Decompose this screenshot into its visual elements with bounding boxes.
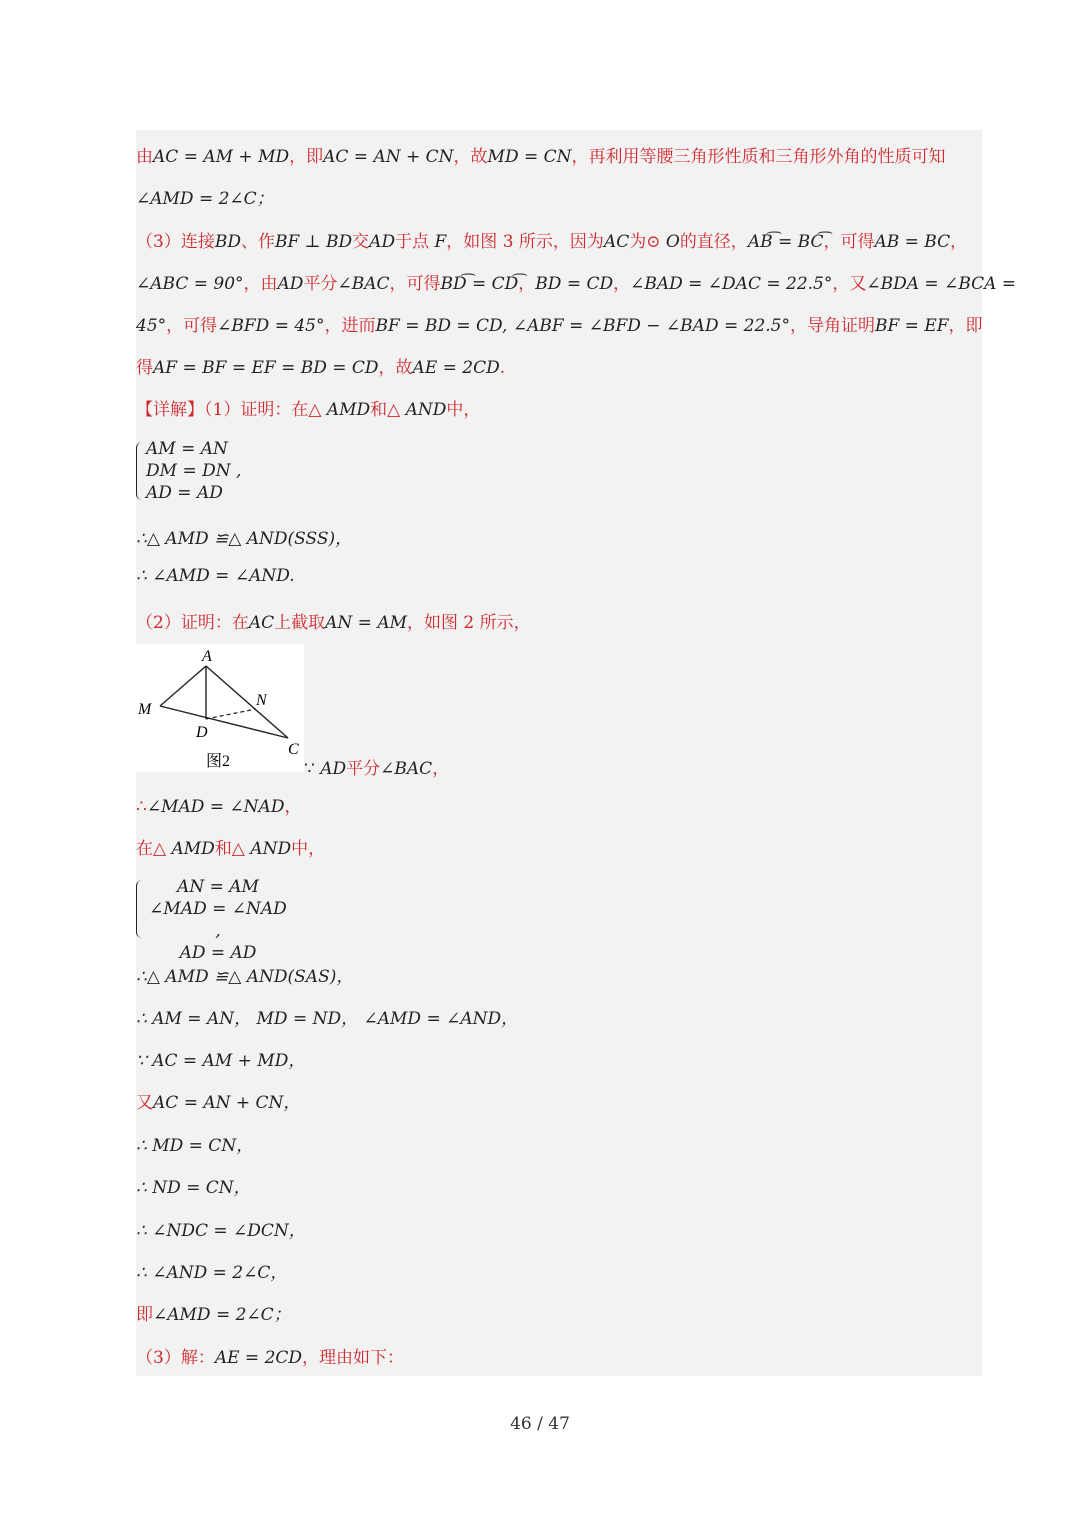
text-segment: ∴ ∠NDC = ∠DCN， bbox=[136, 1221, 306, 1241]
text-line bbox=[136, 1343, 404, 1368]
text-segment: 中， bbox=[446, 400, 481, 420]
text-segment: ∠BAC bbox=[380, 759, 433, 779]
text-segment: ，又 bbox=[832, 274, 867, 294]
text-line bbox=[136, 1173, 251, 1198]
text-line bbox=[136, 1004, 518, 1029]
text-line bbox=[136, 1131, 253, 1156]
text-segment: BD͡ = CD͡ bbox=[440, 274, 519, 294]
text-line bbox=[136, 142, 946, 167]
label-D: D bbox=[196, 724, 208, 741]
text-segment: ，即 bbox=[948, 316, 983, 336]
text-segment: ∴ ∠AND = 2∠C， bbox=[136, 1263, 288, 1283]
text-segment: （2）证明：在 bbox=[136, 613, 249, 633]
text-segment: ∴ ∠AMD = ∠AND. bbox=[136, 566, 295, 586]
text-segment: ∴ MD = CN， bbox=[136, 1136, 254, 1156]
text-segment: 在△ bbox=[136, 839, 172, 859]
equation-system-1 bbox=[146, 438, 241, 504]
text-line bbox=[136, 608, 531, 633]
text-segment: MD = CN bbox=[487, 147, 572, 167]
text-segment: ， bbox=[613, 274, 631, 294]
text-segment: 即 bbox=[136, 1305, 153, 1325]
text-line bbox=[136, 311, 983, 336]
text-segment: BF ⊥ BD bbox=[274, 232, 353, 252]
text-segment: 交 bbox=[352, 232, 370, 252]
text-segment: ，即 bbox=[289, 147, 324, 167]
text-line bbox=[136, 395, 480, 420]
text-segment: AC = AN + CN bbox=[323, 147, 454, 167]
text-segment: ∵ AC = AM + MD， bbox=[136, 1051, 306, 1071]
equation-system-2 bbox=[144, 876, 292, 964]
text-segment: 和△ bbox=[214, 839, 251, 859]
text-segment: AMD bbox=[326, 400, 371, 420]
figure-side-text bbox=[304, 754, 449, 779]
text-segment: 【详解】（1）证明：在△ bbox=[136, 400, 327, 420]
triangle-diagram bbox=[136, 644, 304, 772]
system-row: AD = AD bbox=[179, 943, 257, 963]
text-segment: ∠AMD = 2∠C； bbox=[136, 189, 274, 209]
text-segment: AF = BF = EF = BD = CD bbox=[153, 358, 379, 378]
text-line bbox=[136, 1258, 287, 1283]
text-line bbox=[136, 524, 352, 549]
text-segment: BF = EF bbox=[874, 316, 949, 336]
text-segment: BD bbox=[214, 232, 241, 252]
text-segment: AND bbox=[405, 400, 447, 420]
text-segment: ，进而 bbox=[324, 316, 376, 336]
text-line bbox=[136, 566, 295, 586]
text-segment: ∠BAD = ∠DAC = 22.5° bbox=[630, 274, 833, 294]
text-line bbox=[136, 227, 967, 252]
text-segment: 上截取 bbox=[274, 613, 326, 633]
text-segment: AB = BC bbox=[874, 232, 951, 252]
text-line bbox=[136, 353, 505, 378]
text-segment: ，故 bbox=[378, 358, 413, 378]
text-segment: 平分 bbox=[303, 274, 338, 294]
text-segment: ∵ bbox=[304, 759, 321, 779]
system-row: ∠MAD = ∠NAD , bbox=[149, 899, 287, 941]
text-segment: ∠BFD = 45° bbox=[217, 316, 325, 336]
text-segment: 平分 bbox=[346, 759, 381, 779]
text-line bbox=[136, 962, 353, 987]
text-segment: ∠ABC = 90° bbox=[136, 274, 244, 294]
text-line bbox=[136, 792, 301, 817]
text-segment: AC bbox=[603, 232, 630, 252]
text-segment: AD bbox=[369, 232, 396, 252]
text-segment: ∴ ND = CN， bbox=[136, 1178, 251, 1198]
label-N: N bbox=[256, 692, 267, 709]
text-segment: ，可得 bbox=[166, 316, 218, 336]
text-segment: ，导角证明 bbox=[789, 316, 875, 336]
system-brace bbox=[136, 442, 145, 500]
text-segment: 和△ bbox=[370, 400, 406, 420]
label-A: A bbox=[202, 648, 212, 665]
text-segment: 由 bbox=[136, 147, 153, 167]
text-segment: AND bbox=[250, 839, 292, 859]
text-segment: ， bbox=[950, 232, 968, 252]
text-line bbox=[136, 1046, 305, 1071]
text-segment: AE = 2CD bbox=[412, 358, 500, 378]
text-segment: ， bbox=[284, 797, 302, 817]
label-M: M bbox=[138, 701, 152, 718]
figure-2 bbox=[136, 644, 304, 772]
text-segment: ∠MAD = ∠NAD bbox=[146, 797, 285, 817]
text-segment: ，可得 bbox=[823, 232, 875, 252]
text-segment: . bbox=[499, 358, 506, 378]
text-segment: AC = AM + MD bbox=[153, 147, 290, 167]
text-segment: 的直径， bbox=[679, 232, 748, 252]
solution-content bbox=[136, 130, 1017, 1376]
text-segment: ， bbox=[518, 274, 536, 294]
text-segment: BD = CD bbox=[535, 274, 614, 294]
text-segment: ，如图 2 所示， bbox=[407, 613, 531, 633]
text-segment: ， bbox=[432, 759, 450, 779]
text-segment: ，可得 bbox=[389, 274, 441, 294]
text-line bbox=[136, 1216, 306, 1241]
system-row: DM = DN , bbox=[146, 461, 242, 481]
text-segment: F bbox=[434, 232, 447, 252]
text-segment: AN = AM bbox=[325, 613, 408, 633]
text-segment: ∴△ AMD ≌△ AND(SAS)， bbox=[136, 967, 354, 987]
text-segment: AMD bbox=[171, 839, 215, 859]
text-segment: ，再利用等腰三角形性质和三角形外角的性质可知 bbox=[571, 147, 946, 167]
text-segment: （3）连接 bbox=[136, 232, 215, 252]
text-segment: 于点 bbox=[395, 232, 435, 252]
figure-caption: 图2 bbox=[206, 753, 231, 770]
system-row: AN = AM bbox=[177, 877, 259, 897]
text-segment: ∴ AM = AN， MD = ND， ∠AMD = ∠AND， bbox=[136, 1009, 519, 1029]
text-segment: ∠BDA = ∠BCA = bbox=[866, 274, 1017, 294]
system-row: AD = AD bbox=[146, 483, 223, 503]
text-line bbox=[136, 1088, 300, 1113]
text-segment: ∴△ AMD ≌△ AND(SSS)， bbox=[136, 529, 353, 549]
text-segment: AC bbox=[248, 613, 275, 633]
text-segment: AE = 2CD bbox=[214, 1348, 303, 1368]
system-row: AM = AN bbox=[146, 439, 228, 459]
text-line bbox=[136, 269, 1016, 294]
text-segment: AD bbox=[277, 274, 304, 294]
text-line bbox=[136, 184, 274, 209]
text-line bbox=[136, 834, 325, 859]
text-segment: ，由 bbox=[243, 274, 278, 294]
text-segment: ，如图 3 所示，因为 bbox=[446, 232, 604, 252]
text-segment: （3）解： bbox=[136, 1348, 215, 1368]
text-segment: 45° bbox=[136, 316, 167, 336]
text-segment: 中， bbox=[291, 839, 326, 859]
text-segment: 、作 bbox=[240, 232, 275, 252]
text-segment: AD bbox=[320, 759, 347, 779]
text-segment: ∠BAC bbox=[337, 274, 390, 294]
text-segment: ，理由如下： bbox=[302, 1348, 405, 1368]
text-segment: ∠AMD = 2∠C； bbox=[153, 1305, 291, 1325]
text-segment: 为⊙ bbox=[629, 232, 666, 252]
label-C: C bbox=[288, 741, 299, 758]
page-number: 46 / 47 bbox=[510, 1414, 570, 1434]
text-segment: 又 bbox=[136, 1093, 153, 1113]
text-segment: AB͡ = BC͡ bbox=[747, 232, 824, 252]
text-segment: O bbox=[665, 232, 680, 252]
text-segment: ∴ bbox=[136, 797, 147, 817]
text-line bbox=[136, 1300, 291, 1325]
text-segment: AC = AN + CN， bbox=[153, 1093, 301, 1113]
text-segment: BF = BD = CD, ∠ABF = ∠BFD − ∠BAD = 22.5° bbox=[375, 316, 790, 336]
text-segment: ，故 bbox=[453, 147, 488, 167]
text-segment: 得 bbox=[136, 358, 153, 378]
